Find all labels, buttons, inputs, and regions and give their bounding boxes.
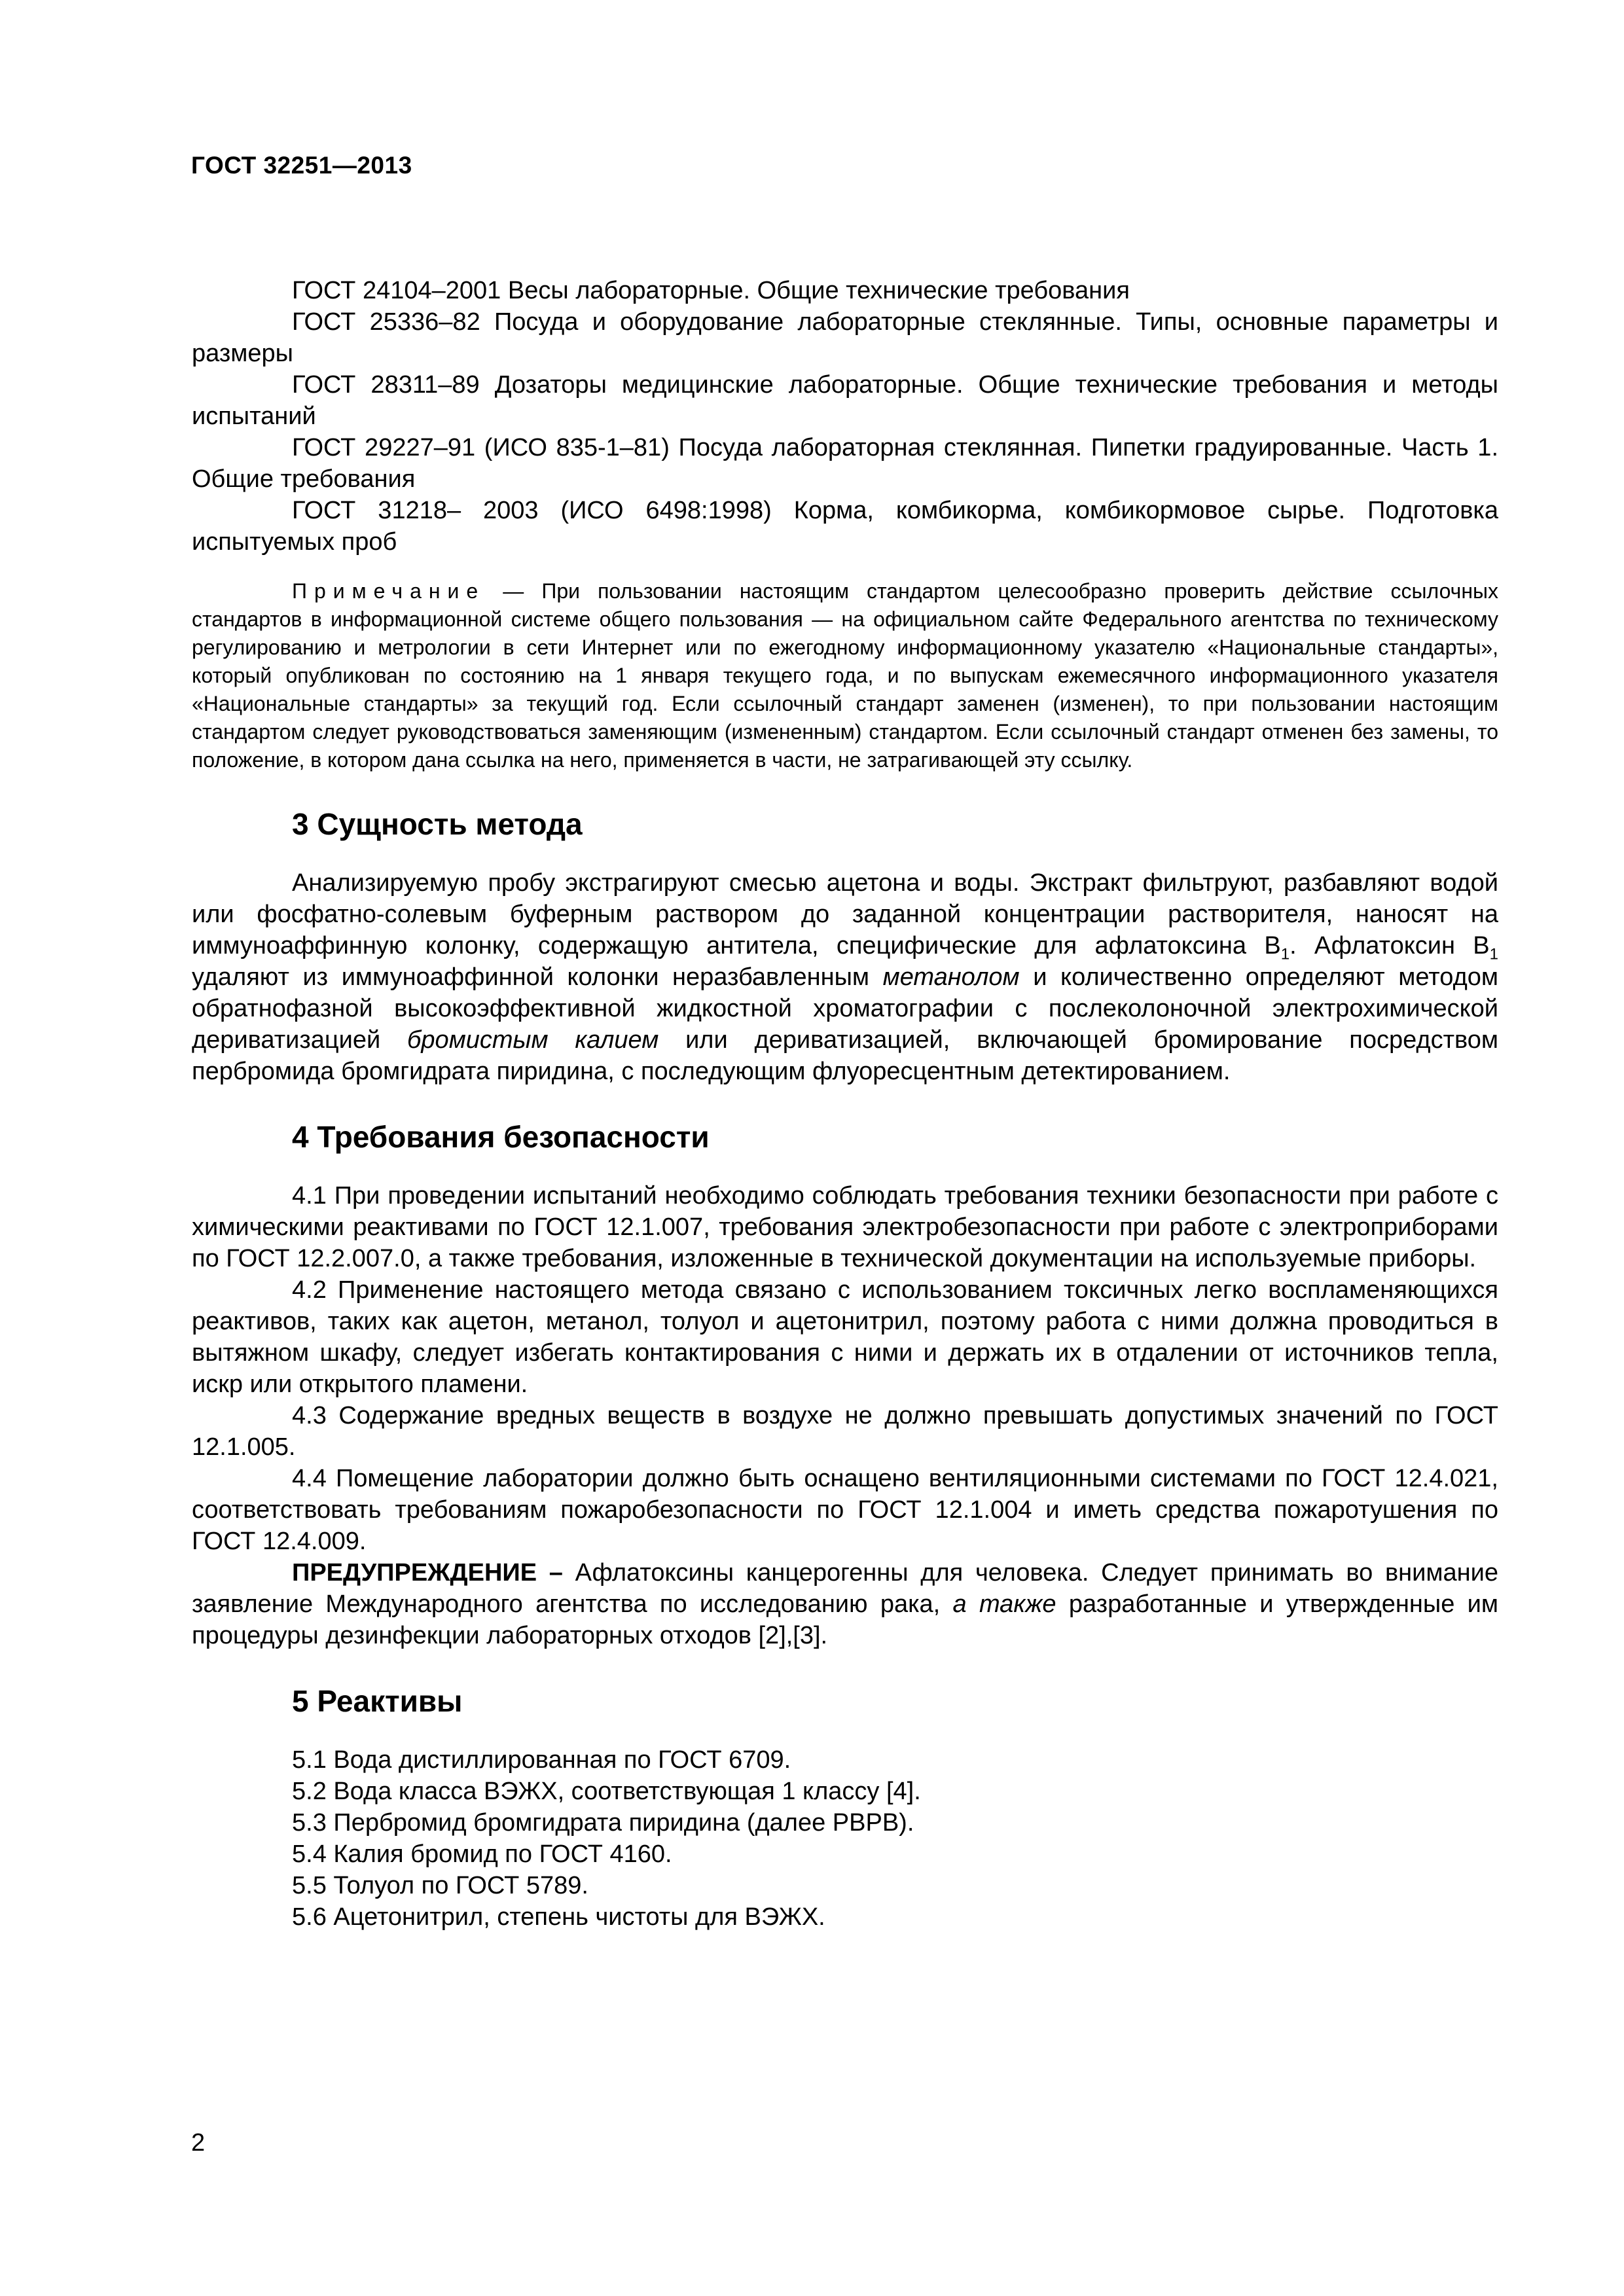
reagent-item: 5.4 Калия бромид по ГОСТ 4160.	[292, 1840, 672, 1868]
reference-list	[192, 275, 1498, 558]
italic-term: а также	[952, 1590, 1056, 1618]
reagent-item: 5.6 Ацетонитрил, степень чистоты для ВЭЖХ.	[292, 1903, 825, 1931]
section-3-title: 3 Сущность метода	[292, 807, 583, 841]
section-4-title: 4 Требования безопасности	[292, 1120, 710, 1154]
page-content	[192, 275, 1498, 1933]
reagent-item: 5.3 Пербромид бромгидрата пиридина (далее PBPB).	[292, 1809, 914, 1837]
reagent-list	[192, 1744, 1498, 1933]
reference-item: ГОСТ 28311–89 Дозаторы медицинские лабораторные. Общие технические требования и методы испытаний	[192, 371, 1498, 430]
text-run: . Афлатоксин B	[1290, 932, 1490, 960]
text-run: разработанные и утвержденные им процедуры дезинфекции лабораторных отходов [2],[3].	[192, 1590, 1498, 1649]
section-4-item: 4.2 Применение настоящего метода связано с использованием токсичных легко воспламеняющихся реактивов, таких как ацетон, метанол, толуол и ацетонитрил, поэтому работа с ними должна проводиться в вытяжном шкафу, следует избегать контактирования с ними и держать их в отдалении от источников тепла, искр или открытого пламени.	[192, 1276, 1498, 1398]
warning-label: ПРЕДУПРЕЖДЕНИЕ –	[292, 1559, 563, 1587]
page-number: 2	[191, 2129, 206, 2157]
reagent-item: 5.5 Толуол по ГОСТ 5789.	[292, 1872, 588, 1899]
reagent-item: 5.1 Вода дистиллированная по ГОСТ 6709.	[292, 1746, 791, 1774]
text-run: и количественно определяют методом обратнофазной высокоэффективной жидкостной хроматографии с послеколоночной электрохимической дериватизацией	[192, 963, 1498, 1054]
subscript: 1	[1489, 945, 1498, 963]
italic-term: метанолом	[882, 963, 1020, 991]
text-run: или дериватизацией, включающей бромирование посредством пербромида бромгидрата пиридина, с последующим флуоресцентным детектированием.	[192, 1026, 1498, 1085]
note-text: — При пользовании настоящим стандартом целесообразно проверить действие ссылочных стандартов в информационной системе общего пользования — на официальном сайте Федерального агентства по техническому регулированию и метрологии в сети Интернет или по ежегодному информационному указателю «Национальные стандарты», который опубликован по состоянию на 1 января текущего года, и по выпускам ежемесячного информационного указателя «Национальные стандарты» за текущий год. Если ссылочный стандарт заменен (изменен), то при пользовании настоящим стандартом следует руководствоваться заменяющим (измененным) стандартом. Если ссылочный стандарт отменен без замены, то положение, в котором дана ссылка на него, применяется в части, не затрагивающей эту ссылку.	[192, 579, 1498, 772]
text-run: удаляют из иммуноаффинной колонки неразбавленным	[192, 963, 883, 991]
reference-item: ГОСТ 25336–82 Посуда и оборудование лабораторные стеклянные. Типы, основные параметры и размеры	[192, 308, 1498, 367]
section-3-paragraph	[192, 867, 1498, 1087]
warning-paragraph	[192, 1557, 1498, 1651]
section-4-item: 4.3 Содержание вредных веществ в воздухе не должно превышать допустимых значений по ГОСТ 12.1.005.	[192, 1402, 1498, 1461]
section-4-item: 4.1 При проведении испытаний необходимо соблюдать требования техники безопасности при работе с химическими реактивами по ГОСТ 12.1.007, требования электробезопасности при работе с электроприборами по ГОСТ 12.2.007.0, а также требования, изложенные в технической документации на используемые приборы.	[192, 1182, 1498, 1272]
text-run: Анализируемую пробу экстрагируют смесью ацетона и воды. Экстракт фильтруют, разбавляют водой или фосфатно-солевым буферным раствором до заданной концентрации растворителя, наносят на иммуноаффинную колонку, содержащую антитела, специфические для афлатоксина B	[192, 869, 1498, 960]
section-4-body	[192, 1180, 1498, 1651]
italic-term: бромистым калием	[407, 1026, 659, 1054]
reference-item: ГОСТ 29227–91 (ИСО 835-1–81) Посуда лабораторная стеклянная. Пипетки градуированные. Часть 1. Общие требования	[192, 434, 1498, 493]
text-run: Афлатоксины канцерогенны для человека. Следует принимать во внимание заявление Международного агентства по исследованию рака,	[192, 1559, 1498, 1618]
section-4-item: 4.4 Помещение лаборатории должно быть оснащено вентиляционными системами по ГОСТ 12.4.021, соответствовать требованиям пожаробезопасности по ГОСТ 12.1.004 и иметь средства пожаротушения по ГОСТ 12.4.009.	[192, 1465, 1498, 1555]
subscript: 1	[1280, 945, 1290, 963]
reference-item: ГОСТ 24104–2001 Весы лабораторные. Общие технические требования	[292, 277, 1130, 304]
document-header: ГОСТ 32251—2013	[191, 152, 412, 179]
note-block	[192, 577, 1498, 774]
note-label: Примечание	[292, 579, 486, 603]
section-5-title: 5 Реактивы	[292, 1684, 463, 1718]
section-3-body	[192, 867, 1498, 1087]
reagent-item: 5.2 Вода класса ВЭЖХ, соответствующая 1 классу [4].	[292, 1778, 921, 1805]
reference-item: ГОСТ 31218– 2003 (ИСО 6498:1998) Корма, комбикорма, комбикормовое сырье. Подготовка испытуемых проб	[192, 497, 1498, 556]
